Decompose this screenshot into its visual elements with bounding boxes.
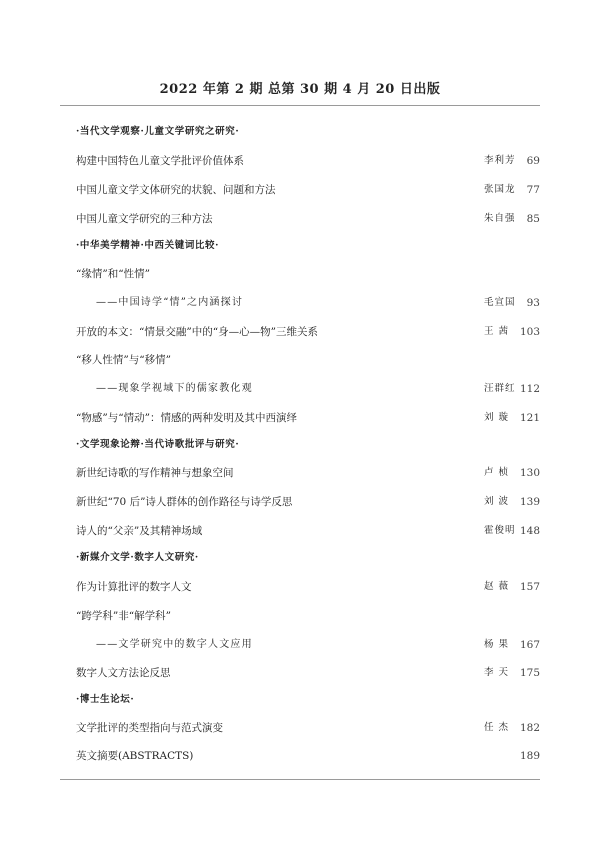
article-title: 开放的本文：“情景交融”中的“身—心—物”三维关系 (76, 326, 318, 338)
toc-entry (0, 210, 600, 228)
page-number: 139 (519, 496, 540, 508)
article-title: 中国儿童文学文体研究的状貌、问题和方法 (76, 184, 276, 196)
toc-entry (0, 719, 600, 737)
page-number: 103 (519, 326, 540, 338)
article-author: 汪群红 (484, 383, 516, 394)
page-number: 77 (526, 184, 540, 196)
section-title: ·新媒介文学·数字人文研究· (76, 552, 199, 563)
article-author: 霍俊明 (484, 525, 516, 536)
page-number: 112 (519, 383, 540, 395)
article-title: 诗人的“父亲”及其精神场域 (76, 525, 203, 537)
article-title: 新世纪“70 后”诗人群体的创作路径与诗学反思 (76, 496, 293, 508)
article-author: 刘 波 (484, 496, 510, 507)
article-title: 作为计算批评的数字人文 (76, 581, 192, 593)
toc-entry (0, 747, 600, 765)
article-author: 任 杰 (484, 722, 510, 733)
toc-entry (0, 152, 600, 170)
article-author: 王 茜 (484, 326, 510, 337)
page-number: 157 (519, 581, 540, 593)
section-heading (0, 123, 600, 141)
article-author: 张国龙 (484, 184, 516, 195)
page-number: 69 (526, 155, 540, 167)
toc-entry (0, 522, 600, 540)
toc-entry (0, 493, 600, 511)
article-title: “移人性情”与“移情” (76, 354, 171, 366)
bottom-divider (60, 779, 540, 780)
article-title: 构建中国特色儿童文学批评价值体系 (76, 155, 244, 167)
page-number: 130 (519, 467, 540, 479)
page-number: 189 (519, 750, 540, 762)
article-author: 杨 果 (484, 639, 510, 650)
toc-subtitle (0, 294, 600, 312)
toc-entry (0, 664, 600, 682)
page-number: 85 (526, 213, 540, 225)
section-title: ·当代文学观察·儿童文学研究之研究· (76, 126, 240, 137)
page-number: 167 (519, 639, 540, 651)
toc-entry (0, 578, 600, 596)
article-title: 英文摘要(ABSTRACTS) (76, 750, 194, 762)
article-title: “物感”与“情动”：情感的两种发明及其中西演绎 (76, 412, 297, 424)
article-author: 朱自强 (484, 213, 516, 224)
toc-entry (0, 464, 600, 482)
toc-entry (0, 265, 600, 283)
article-author: 刘 璇 (484, 412, 510, 423)
section-title: ·博士生论坛· (76, 694, 135, 705)
toc-entry (0, 323, 600, 341)
section-heading (0, 237, 600, 255)
article-author: 毛宣国 (484, 297, 516, 308)
section-heading (0, 691, 600, 709)
article-title: “缘情”和“性情” (76, 268, 150, 280)
article-title: “跨学科”非“解学科” (76, 610, 171, 622)
article-title: ——现象学视域下的儒家教化观 (96, 383, 253, 394)
article-title: 文学批评的类型指向与范式演变 (76, 722, 223, 734)
article-title: 数字人文方法论反思 (76, 667, 171, 679)
section-title: ·文学现象论辩·当代诗歌批评与研究· (76, 439, 240, 450)
article-title: ——中国诗学“情”之内涵探讨 (96, 297, 244, 308)
section-heading (0, 436, 600, 454)
toc-entry (0, 607, 600, 625)
page-number: 175 (519, 667, 540, 679)
section-heading (0, 549, 600, 567)
section-title: ·中华美学精神·中西关键词比较· (76, 240, 220, 251)
article-title: 中国儿童文学研究的三种方法 (76, 213, 213, 225)
toc-subtitle (0, 636, 600, 654)
toc-subtitle (0, 380, 600, 398)
article-title: ——文学研究中的数字人文应用 (96, 639, 253, 650)
toc-entry (0, 351, 600, 369)
issue-header: 2022 年第 2 期 总第 30 期 4 月 20 日出版 (159, 82, 441, 97)
article-title: 新世纪诗歌的写作精神与想象空间 (76, 467, 234, 479)
article-author: 李 天 (484, 667, 510, 678)
page-number: 93 (526, 297, 540, 309)
article-author: 卢 桢 (484, 467, 510, 478)
page-number: 182 (519, 722, 540, 734)
toc-entry (0, 409, 600, 427)
page-number: 148 (519, 525, 540, 537)
page-number: 121 (519, 412, 540, 424)
article-author: 李利芳 (484, 155, 516, 166)
toc-entry (0, 181, 600, 199)
article-author: 赵 薇 (484, 581, 510, 592)
